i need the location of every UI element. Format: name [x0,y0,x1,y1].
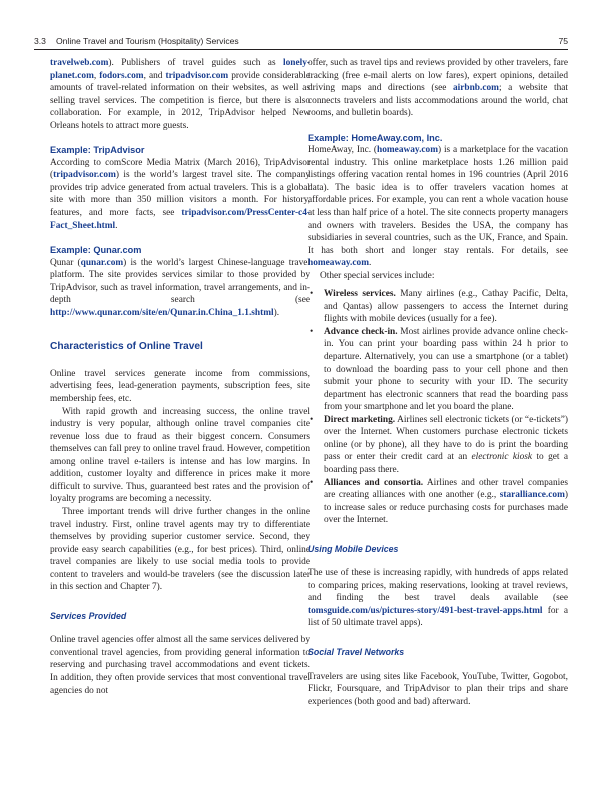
services-p1: Online travel agencies offer almost all the same services delivered by conventional travel agencies, from providing general information to reserving and purchasing travel accommodations and event tickets. In addition, they often provide services that most conventional travel agencies do not [50,635,310,696]
section-title: Online Travel and Tourism (Hospitality) Services [55,36,239,46]
characteristics-p3: Three important trends will drive further changes in the online travel industry. First, online travel agents may try to differentiate themselves by providing superior customer service. Second, they provide easy search capabilities (e.g., for best prices). Third, online travel companies are likely to use social media tools to provide content to travelers and would-be travelers (see the discussion later in this section and Chapter 7). [50,506,310,593]
list-item: • Direct marketing. Airlines sell electronic tickets (or “e-tickets”) over the Internet. When customers purchase electronic tickets online (or by phone), all they have to do is print the boarding pass or enter their credit card at an electronic kiosk to get a boarding pass there. [310,414,568,475]
running-header [34,35,568,50]
heading-homeaway: Example: HomeAway.com, Inc. [308,132,443,143]
list-item: • Advance check-in. Most airlines provide advance online check-in. You can print your boarding pass within 24 h prior to departure. Alternatively, you can use a smartphone (or a tablet) to download the boarding pass to your cell phone and then submit your phone to security with your ID. The security department has electronic scanners that read the boarding pass from your smartphone and let you board the plane. [310,326,568,413]
link-qunar-china[interactable]: http://www.qunar.com/site/en/Qunar.in.China_1.1.shtml [50,307,274,318]
link-airbnb[interactable]: airbnb.com [453,83,499,94]
heading-qunar: Example: Qunar.com [50,245,142,256]
section-number: 3.3 [34,36,46,46]
heading-mobile-devices: Using Mobile Devices [308,543,399,554]
continued-paragraph: offer, such as travel tips and reviews provided by other travelers, fare tracking (free e-mail alerts on low fares), expert opinions, detailed driving maps and directions (see airbnb.com; a website that connects travelers and lists accommodations around the world, chat rooms, and bulletin boards). [308,58,568,119]
link-tripadvisor[interactable]: tripadvisor.com [165,70,229,81]
heading-services-provided: Services Provided [50,610,127,621]
link-tripadvisor-2[interactable]: tripadvisor.com [53,170,116,181]
mobile-paragraph: The use of these is increasing rapidly, with hundreds of apps related to comparing prices, making reservations, looking at travel reviews, and finding the best travel deals available (see tomsguide.com/us/pictures-story/491-best-travel-apps.html for a list of 50 ultimate travel apps). [308,568,568,629]
link-tripadvisor-factsheet[interactable]: tripadvisor.com/PressCenter-c4-Fact_Sheet.html [50,208,310,231]
link-fodors[interactable]: fodors.com [99,70,144,81]
special-services-intro: Other special services include: [320,270,435,281]
bullet-icon: • [310,414,314,425]
bullet-icon: • [310,477,314,488]
heading-social-travel: Social Travel Networks [308,646,405,657]
homeaway-paragraph: HomeAway, Inc. (homeaway.com) is a marketplace for the vacation rental industry. This online marketplace hosts 1.26 million paid listings offering vacation rental homes in 196 countries (April 2016 data). The basic idea is to offer travelers vacation homes at affordable prices. For example, you can rent a whole vacation house at less than half price of a hotel. The site connects property managers and owners with travelers. Besides the USA, the company has subsidiaries in several countries, such as the UK, France, and Spain. It has both short and longer stay rentals. For details, see homeaway.com. [308,145,568,269]
social-paragraph: Travelers are using sites like Facebook, YouTube, Twitter, Gogobot, Flickr, Foursquare, and TripAdvisor to plan their trips and share experiences (both good and bad) afterward. [308,671,568,707]
link-travelweb[interactable]: travelweb.com [50,58,109,68]
link-staralliance[interactable]: staralliance.com [499,490,565,501]
link-homeaway-2[interactable]: homeaway.com [308,258,369,269]
page-number: 75 [558,36,568,46]
link-lonelyplanet[interactable]: lonely-planet.com [50,58,310,81]
link-tomsguide[interactable]: tomsguide.com/us/pictures-story/491-best-travel-apps.html [308,605,543,616]
characteristics-p2: With rapid growth and increasing success, the online travel industry is very popular, although online travel companies cite revenue loss due to fraud as their biggest concern. Consumers themselves can fall prey to online travel fraud. However, competition among online travel e-tailers is intense and has low margins. In addition, customer loyalty and difference in prices make it more difficult to survive. Thus, guaranteed best rates and the provision of loyalty programs are becoming a necessity. [50,406,310,505]
list-item: • Wireless services. Many airlines (e.g., Cathay Pacific, Delta, and Qantas) allow passengers to access the Internet during flights with mobile devices (usually for a fee). [310,289,568,325]
bullet-icon: • [310,289,314,300]
tripadvisor-paragraph: According to comScore Media Matrix (March 2016), TripAdvisor (tripadvisor.com) is the world’s largest travel site. The company provides trip advice generated from actual travelers. This is a global site with more than 350 million visitors a month. For history, features, and more facts, see tripadvisor.com/PressCenter-c4-Fact_Sheet.html. [50,157,310,231]
link-homeaway[interactable]: homeaway.com [377,145,439,156]
link-qunar[interactable]: qunar.com [80,257,124,268]
heading-characteristics: Characteristics of Online Travel [50,341,203,353]
list-item: • Alliances and consortia. Airlines and other travel companies are creating alliances with one another (e.g., staralliance.com) to increase sales or reduce purchasing costs for purchases made over the Internet. [310,477,568,526]
header-section [34,36,249,46]
right-column [308,57,568,708]
heading-tripadvisor: Example: TripAdvisor [50,145,145,156]
left-column [50,57,310,697]
bullet-icon: • [310,326,314,337]
intro-paragraph: travelweb.com). Publishers of travel guides such as lonely-planet.com, fodors.com, and tripadvisor.com provide considerable amounts of travel-related information on their websites, as well as selling travel services. The competition is fierce, but there is also collaboration. For example, in 2012, TripAdvisor helped New Orleans hotels to attract more guests. [50,58,311,131]
characteristics-p1: Online travel services generate income from commissions, advertising fees, lead-generation payments, subscription fees, site membership fees, etc. [50,368,310,405]
special-services-list [308,288,568,526]
qunar-paragraph: Qunar (qunar.com) is the world’s largest Chinese-language travel platform. The site provides services similar to those provided by TripAdvisor, such as travel information, travel arrangements, and in-depth search (see http://www.qunar.com/site/en/Qunar.in.China_1.1.shtml). [50,257,310,318]
